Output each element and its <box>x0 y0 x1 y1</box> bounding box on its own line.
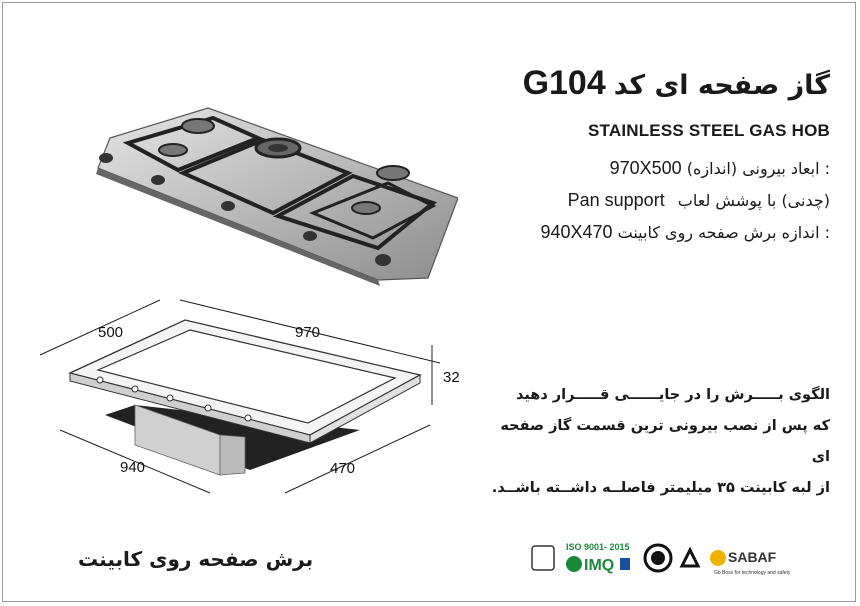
sabaf-flame-icon <box>710 550 726 566</box>
imq-circle-icon <box>566 556 582 572</box>
spec-outer-label: : ابعاد بیرونی (اندازه) <box>686 159 830 178</box>
recycle-icon <box>682 550 698 566</box>
diagram-caption: برش صفحه روی کابینت <box>78 547 314 571</box>
dim-cut-width-label: 940 <box>120 459 146 476</box>
gas-mark-icon <box>532 546 554 570</box>
dim-width-label: 970 <box>295 324 321 341</box>
install-note-line-3: از لبه کابینت ۳۵ میلیمتر فاصلــه داشــته باشــد. <box>491 480 830 496</box>
spec-outer-value: 970X500 <box>609 158 682 178</box>
dim-height-label: 32 <box>443 369 460 386</box>
install-note-line-2: که پس از نصب بیرونی ترین قسمت گاز صفحه ای <box>500 418 830 465</box>
spec-pan-support-fa: (چدنی) با پوشش لعاب <box>677 191 830 210</box>
imq-label: IMQ <box>584 557 615 574</box>
cutout-diagram <box>20 295 470 505</box>
certification-logos <box>530 538 800 578</box>
product-title <box>523 64 830 103</box>
gas-hob-image <box>88 88 458 288</box>
spec-cutout-label: : اندازه برش صفحه روی کابینت <box>617 223 830 242</box>
inet-badge-icon <box>620 558 630 570</box>
install-note <box>490 380 830 504</box>
install-note-line-1: الگوی بـــــرش را در جایــــــی قـــــرار دهید <box>515 387 830 403</box>
product-code: G104 <box>522 64 606 102</box>
spec-outer-dimensions <box>610 158 830 179</box>
spec-cutout-value: 940X470 <box>540 222 613 242</box>
iso-label: ISO 9001- 2015 <box>566 542 630 552</box>
spec-pan-support-en: Pan support <box>567 190 665 210</box>
quality-seal-center-icon <box>651 551 665 565</box>
title-label: گاز صفحه ای کد <box>613 70 830 101</box>
product-subtitle: STAINLESS STEEL GAS HOB <box>587 121 830 140</box>
sabaf-label: SABAF <box>728 549 777 565</box>
dim-depth-label: 500 <box>98 324 124 341</box>
dim-cut-depth-label: 470 <box>330 460 356 477</box>
sabaf-tagline: Gb Boss for technology and safety <box>714 570 791 576</box>
spec-pan-support <box>568 190 830 211</box>
spec-cutout-size <box>540 222 830 243</box>
